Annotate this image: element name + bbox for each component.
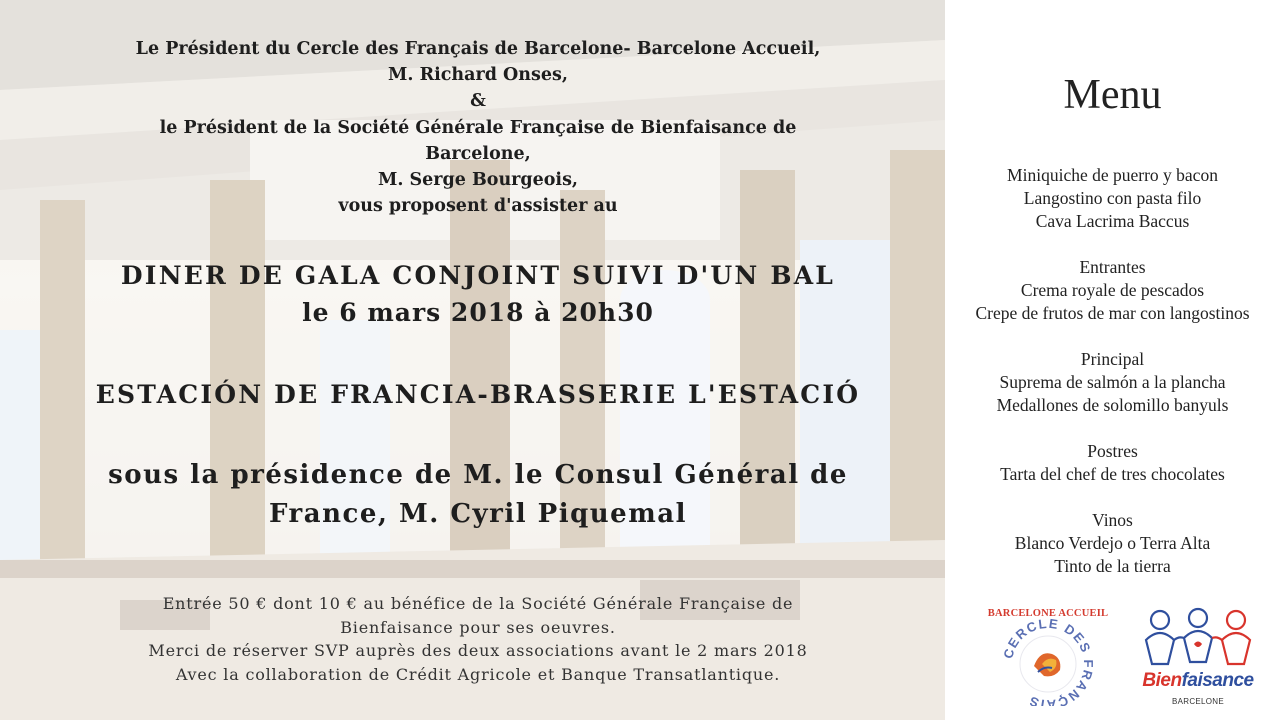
menu-section-heading: Entrantes	[1079, 257, 1146, 277]
invitation-footer	[60, 592, 896, 686]
menu-item: Tarta del chef de tres chocolates	[1000, 464, 1225, 484]
menu-section-principal	[945, 348, 1280, 417]
cercle-des-francais-emblem	[982, 606, 1114, 706]
intro-line: le Président de la Société Générale Française de Bienfaisance de	[159, 117, 797, 138]
invitation-intro	[60, 36, 896, 219]
intro-line: vous proposent d'assister au	[338, 196, 618, 217]
menu-item: Crema royale de pescados	[1020, 280, 1205, 300]
menu-section-entrantes	[945, 256, 1280, 325]
menu-item: Langostino con pasta filo	[1023, 188, 1202, 208]
event-venue: ESTACIÓN DE FRANCIA-BRASSERIE L'ESTACIÓ	[95, 380, 861, 409]
presidence-line: France, M. Cyril Piquemal	[269, 499, 687, 529]
menu-section-heading: Postres	[1087, 441, 1138, 461]
intro-line: M. Richard Onses,	[388, 65, 568, 86]
footer-line: Avec la collaboration de Crédit Agricole et Banque Transatlantique.	[175, 664, 781, 684]
menu-section-heading: Vinos	[1092, 510, 1133, 530]
wordmark-part: faisance	[1181, 670, 1254, 691]
menu-item: Medallones de solomillo banyuls	[996, 395, 1229, 415]
bienfaisance-city: BARCELONE	[1171, 697, 1225, 706]
menu-section-heading: Principal	[1080, 349, 1145, 369]
wordmark-part: Bien	[1142, 670, 1182, 691]
presidence-line: sous la présidence de M. le Consul Général de	[108, 460, 848, 490]
menu-section-vinos	[945, 509, 1280, 578]
event-title: DINER DE GALA CONJOINT SUIVI D'UN BAL	[120, 261, 836, 290]
menu-item: Crepe de frutos de mar con langostinos	[975, 303, 1250, 323]
presidence-text	[60, 456, 896, 534]
intro-line: M. Serge Bourgeois,	[377, 170, 579, 191]
event-date: le 6 mars 2018 à 20h30	[302, 298, 654, 327]
intro-line: &	[470, 91, 486, 112]
menu-item: Cava Lacrima Baccus	[1035, 211, 1190, 231]
menu-title: Menu	[1063, 72, 1162, 118]
menu-item: Blanco Verdejo o Terra Alta	[1014, 533, 1211, 553]
bienfaisance-logo	[1138, 606, 1258, 714]
intro-line: Barcelone,	[425, 143, 531, 164]
event-heading	[40, 257, 916, 331]
figures-icon	[1138, 606, 1258, 668]
bienfaisance-wordmark	[1138, 670, 1258, 692]
menu-item: Miniquiche de puerro y bacon	[1007, 165, 1218, 185]
menu-list	[945, 164, 1280, 601]
intro-line: Le Président du Cercle des Français de Barcelone- Barcelone Accueil,	[135, 39, 821, 59]
logo-ring-text: CERCLE DES FRANÇAIS	[1000, 615, 1097, 706]
menu-item: Suprema de salmón a la plancha	[999, 372, 1226, 392]
logo-label: BARCELONE ACCUEIL	[987, 608, 1109, 619]
footer-line: Bienfaisance pour ses oeuvres.	[340, 617, 616, 637]
menu-item: Tinto de la tierra	[1054, 556, 1171, 576]
footer-line: Merci de réserver SVP auprès des deux associations avant le 2 mars 2018	[148, 641, 808, 660]
barcelone-accueil-logo	[982, 606, 1114, 706]
menu-section-aperitif	[945, 164, 1280, 233]
footer-line: Entrée 50 € dont 10 € au bénéfice de la Société Générale Française de	[162, 594, 794, 613]
menu-section-postres	[945, 440, 1280, 486]
